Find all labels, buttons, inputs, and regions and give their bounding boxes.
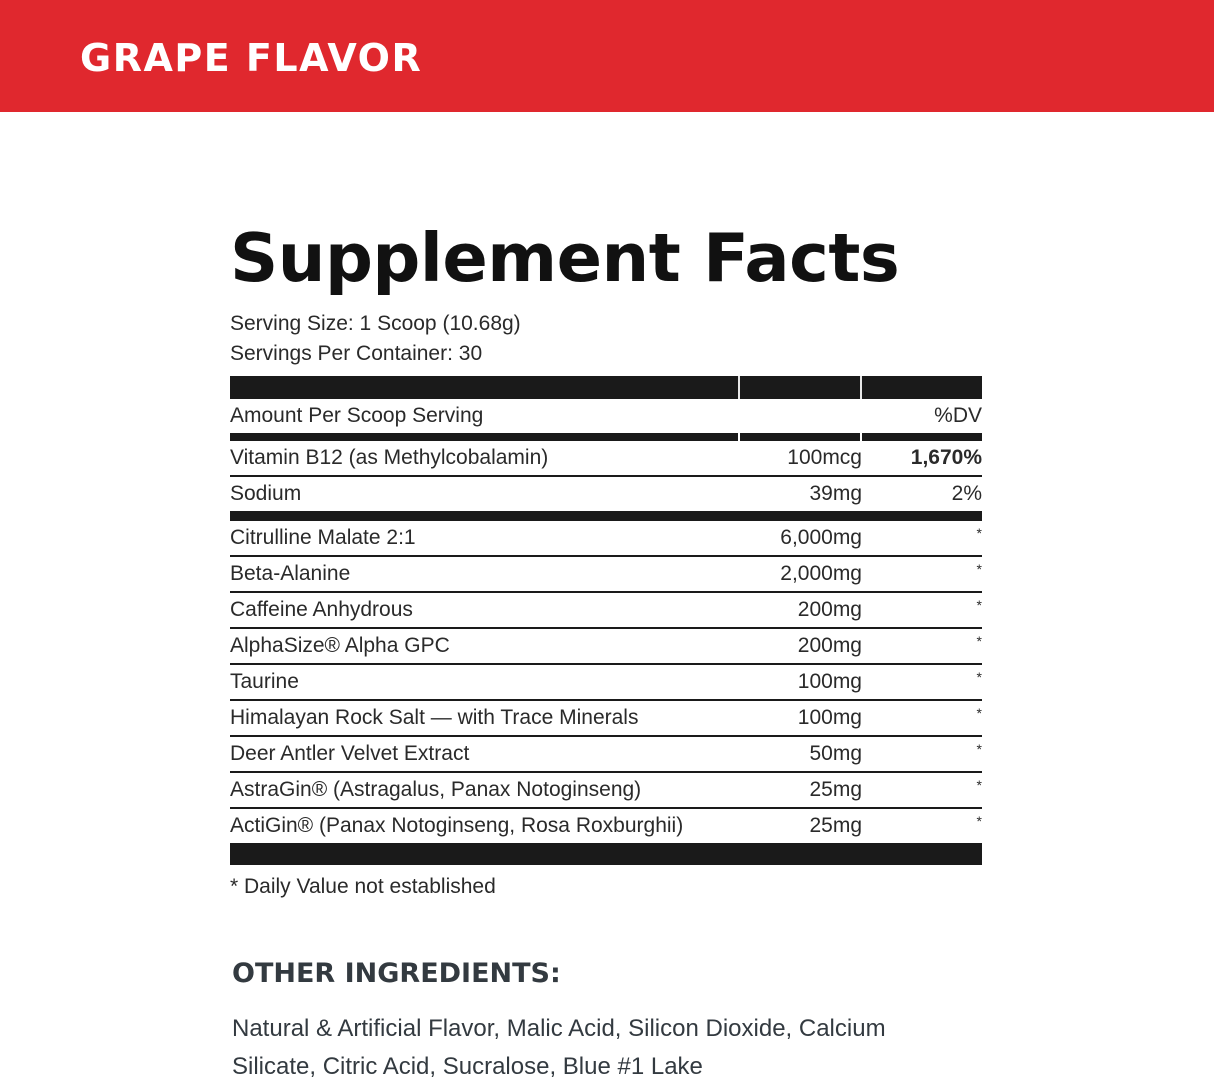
other-ingredients-title: OTHER INGREDIENTS: (232, 958, 561, 989)
servings-per-container: Servings Per Container: 30 (230, 342, 483, 365)
amount-header-row (230, 399, 982, 433)
thick-divider-bottom (230, 843, 982, 865)
flavor-title: GRAPE FLAVOR (80, 36, 423, 80)
mid-divider-1 (230, 433, 982, 441)
ingredient-name: ActiGin® (Panax Notoginseng, Rosa Roxburghii) (230, 814, 684, 837)
supplement-facts-title: Supplement Facts (230, 219, 900, 297)
amount-per-serving-label: Amount Per Scoop Serving (230, 404, 484, 427)
ingredient-name: AlphaSize® Alpha GPC (230, 634, 450, 657)
nutrient-name: Sodium (230, 482, 302, 505)
ingredient-amount: 200mg (797, 634, 862, 657)
mid-divider-2 (230, 511, 982, 521)
nutrient-amount: 39mg (809, 482, 862, 505)
ingredient-amount: 25mg (809, 814, 862, 837)
ingredient-amount: 100mg (797, 670, 862, 693)
nutrient-name: Vitamin B12 (as Methylcobalamin) (230, 446, 549, 469)
serving-info (230, 309, 982, 369)
table-row (230, 629, 982, 665)
other-ingredients-text: Natural & Artificial Flavor, Malic Acid, Silicon Dioxide, Calcium Silicate, Citric Acid, Sucralose, Blue #1 Lake (232, 1015, 886, 1080)
dv-header-label: %DV (934, 404, 982, 427)
ingredient-dv: * (976, 705, 982, 721)
table-row (230, 737, 982, 773)
nutrient-amount: 100mcg (787, 446, 862, 469)
nutrient-dv: 1,670% (910, 446, 982, 469)
table-row (230, 593, 982, 629)
table-row (230, 773, 982, 809)
ingredient-amount: 25mg (809, 778, 862, 801)
table-row (230, 521, 982, 557)
supplement-facts-label (230, 218, 982, 899)
ingredient-amount: 200mg (797, 598, 862, 621)
ingredient-name: Deer Antler Velvet Extract (230, 742, 470, 765)
ingredient-dv: * (976, 777, 982, 793)
ingredient-dv: * (976, 669, 982, 685)
ingredient-amount: 6,000mg (780, 526, 862, 549)
ingredient-dv: * (976, 597, 982, 613)
ingredient-amount: 2,000mg (780, 562, 862, 585)
ingredient-name: Taurine (230, 670, 299, 693)
ingredient-name: Himalayan Rock Salt — with Trace Minerals (230, 706, 639, 729)
ingredient-name: Citrulline Malate 2:1 (230, 526, 416, 549)
ingredient-amount: 100mg (797, 706, 862, 729)
thick-divider-top (230, 376, 982, 399)
table-row (230, 557, 982, 593)
footnote: * Daily Value not established (230, 875, 496, 898)
table-row (230, 441, 982, 477)
ingredient-dv: * (976, 741, 982, 757)
ingredient-dv: * (976, 813, 982, 829)
serving-size: Serving Size: 1 Scoop (10.68g) (230, 312, 521, 335)
flavor-header-bar (0, 0, 1214, 112)
ingredient-name: AstraGin® (Astragalus, Panax Notoginseng) (230, 778, 642, 801)
ingredient-dv: * (976, 561, 982, 577)
ingredient-amount: 50mg (809, 742, 862, 765)
table-row (230, 477, 982, 511)
ingredient-name: Caffeine Anhydrous (230, 598, 413, 621)
ingredient-name: Beta-Alanine (230, 562, 351, 585)
ingredient-dv: * (976, 633, 982, 649)
table-row (230, 809, 982, 843)
table-row (230, 665, 982, 701)
nutrient-dv: 2% (951, 482, 982, 505)
ingredient-dv: * (976, 525, 982, 541)
table-row (230, 701, 982, 737)
